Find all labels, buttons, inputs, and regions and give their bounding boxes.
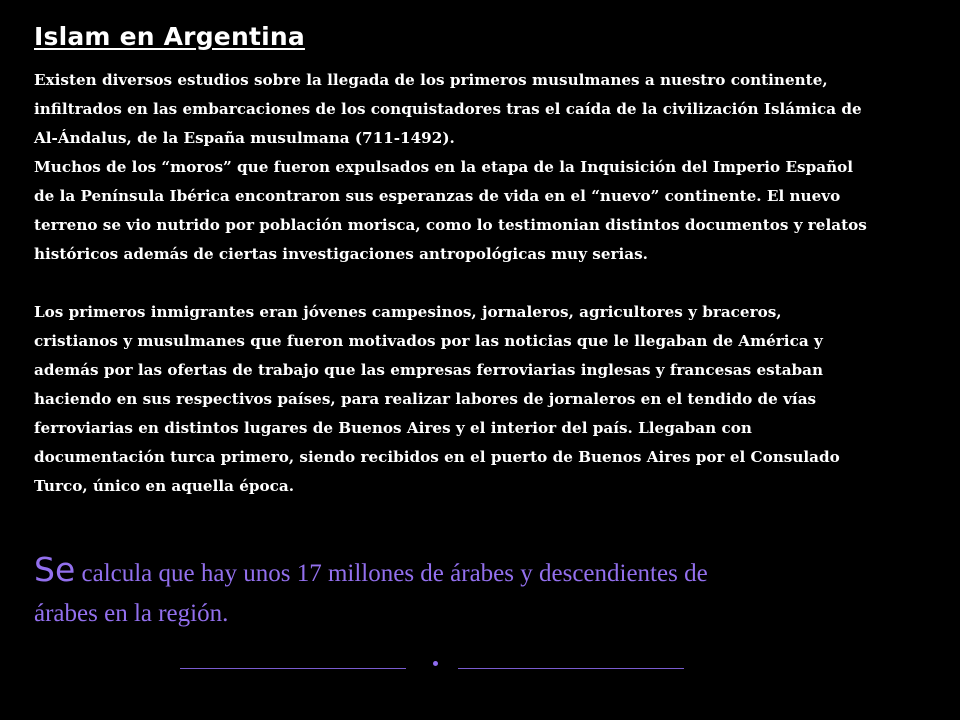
- divider-left-line: [180, 668, 406, 669]
- body-text: [34, 66, 934, 501]
- divider-right-line: [458, 668, 684, 669]
- paragraph-2: Los primeros inmigrantes eran jóvenes campesinos, jornaleros, agricultores y braceros, cristianos y musulmanes que fueron motivados por las noticias que le llegaban de América y además por las ofertas de trabajo que las empresas ferroviarias inglesas y francesas estaban haciendo en sus respectivos países, para realizar labores de jornaleros en el tendido de vías ferroviarias en distintos lugares de Buenos Aires y el interior del país. Llegaban con documentación turca primero, siendo recibidos en el puerto de Buenos Aires por el Consulado Turco, único en aquella época.: [34, 303, 840, 495]
- highlight-lead: Se: [34, 550, 76, 589]
- slide-title: Islam en Argentina: [34, 22, 305, 51]
- paragraph-1: Existen diversos estudios sobre la llegada de los primeros musulmanes a nuestro continente, infiltrados en las embarcaciones de los conquistadores tras el caída de la civilización Islámica de Al-Ándalus, de la España musulmana (711-1492). Muchos de los “moros” que fueron expulsados en la etapa de la Inquisición del Imperio Español de la Península Ibérica encontraron sus esperanzas de vida en el “nuevo” continente. El nuevo terreno se vio nutrido por población morisca, como lo testimonian distintos documentos y relatos históricos además de ciertas investigaciones antropológicas muy serias.: [34, 71, 867, 263]
- divider-dot: [433, 661, 438, 666]
- highlight-text: calcula que hay unos 17 millones de árabes y descendientes de árabes en la región.: [34, 560, 708, 627]
- highlight-statement: [34, 550, 914, 634]
